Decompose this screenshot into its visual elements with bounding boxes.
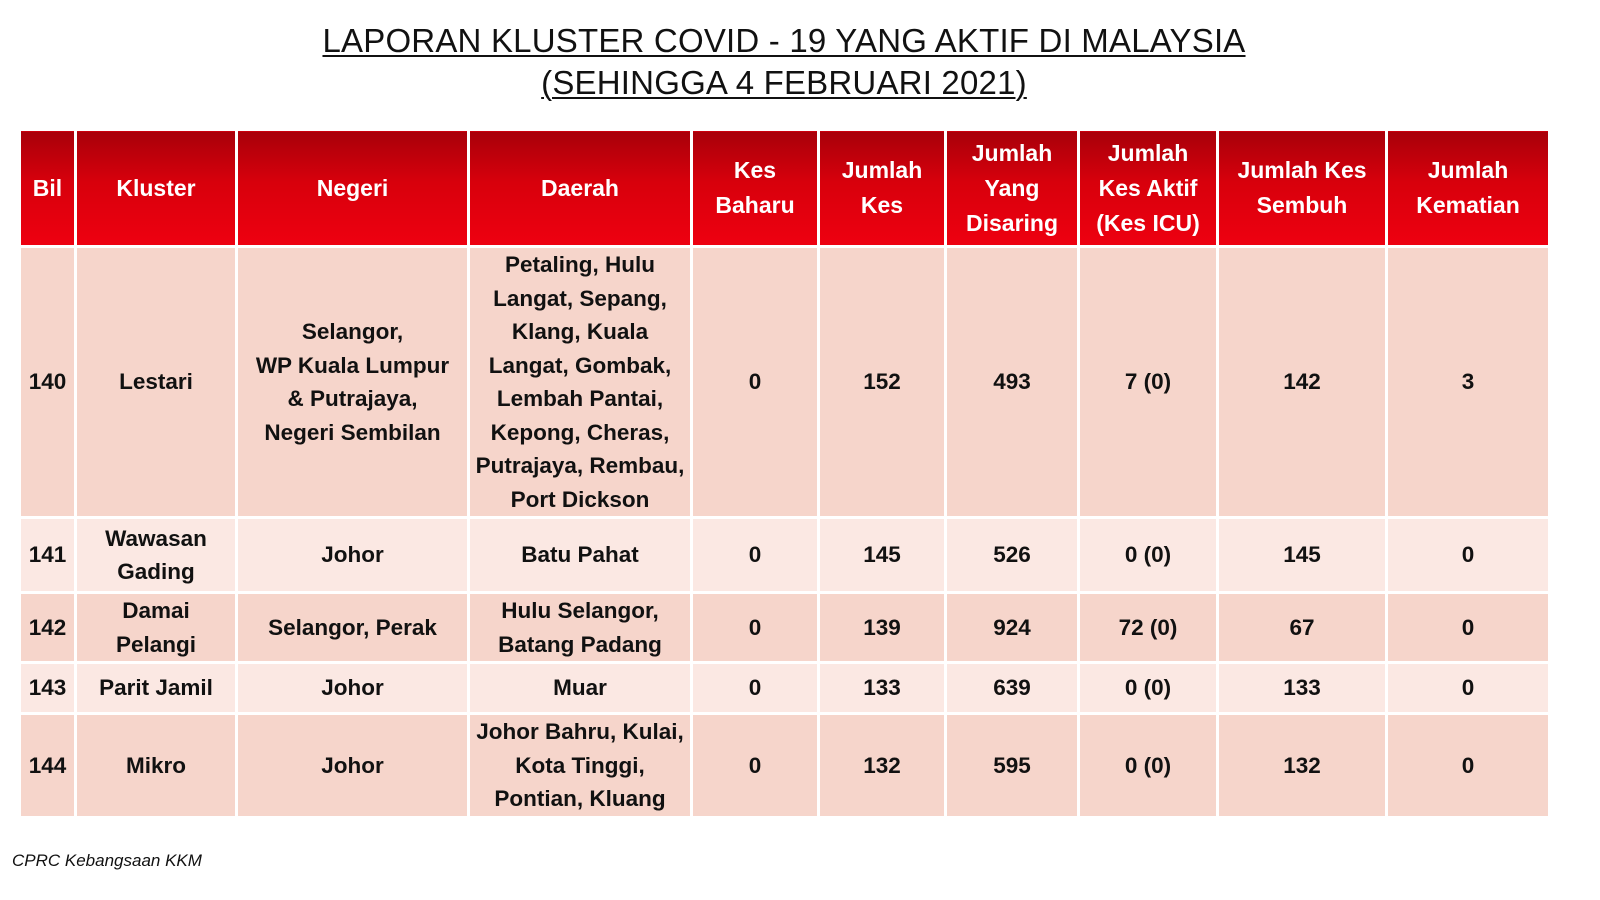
cell-kluster xyxy=(76,518,237,593)
cell-negeri xyxy=(237,593,469,663)
header-line: Kes xyxy=(733,157,777,183)
cell-jumlah-disaring: 526 xyxy=(946,518,1079,593)
cell-bil: 140 xyxy=(20,247,76,518)
cell-jumlah-kematian: 0 xyxy=(1387,518,1550,593)
cell-line: Johor xyxy=(321,752,384,778)
cell-kes-baharu: 0 xyxy=(692,714,819,818)
cell-bil: 143 xyxy=(20,663,76,714)
header-kes-baharu xyxy=(692,130,819,247)
header-jumlah-kes xyxy=(819,130,946,247)
cell-line: Muar xyxy=(553,675,607,701)
cell-bil: 144 xyxy=(20,714,76,818)
header-line: (Kes ICU) xyxy=(1096,209,1200,236)
cell-jumlah-kes-aktif: 0 (0) xyxy=(1079,518,1218,593)
cell-kluster xyxy=(76,714,237,818)
cell-jumlah-kes-aktif: 0 (0) xyxy=(1079,663,1218,714)
header-bil-label: Bil xyxy=(32,174,63,201)
cluster-table xyxy=(18,128,1551,819)
cell-line: WP Kuala Lumpur xyxy=(255,352,450,378)
cell-line: Johor Bahru, Kulai, xyxy=(476,719,684,744)
cell-line: Pelangi xyxy=(115,631,197,657)
source-note: CPRC Kebangsaan KKM xyxy=(12,851,202,870)
header-jumlah-disaring xyxy=(946,130,1079,247)
cell-line: Lembah Pantai, xyxy=(496,386,664,411)
cell-negeri xyxy=(237,247,469,518)
header-daerah xyxy=(469,130,692,247)
cell-kluster xyxy=(76,247,237,518)
header-jumlah-kes-aktif xyxy=(1079,130,1218,247)
table-row xyxy=(20,518,1550,593)
cell-line: Putrajaya, Rembau, xyxy=(475,453,685,478)
header-line: Kes Aktif xyxy=(1098,174,1198,201)
cell-bil: 141 xyxy=(20,518,76,593)
cell-jumlah-kes: 133 xyxy=(819,663,946,714)
table-row xyxy=(20,247,1550,518)
cell-jumlah-kematian: 0 xyxy=(1387,663,1550,714)
cell-jumlah-kematian: 0 xyxy=(1387,593,1550,663)
header-line: Jumlah xyxy=(841,157,923,183)
cell-jumlah-kematian: 0 xyxy=(1387,714,1550,818)
cell-line: Johor xyxy=(321,542,384,568)
cell-line: Batu Pahat xyxy=(521,542,639,568)
header-line: Yang xyxy=(984,174,1040,201)
cell-jumlah-kes-sembuh: 133 xyxy=(1218,663,1387,714)
table-row xyxy=(20,714,1550,818)
header-line: Jumlah Kes xyxy=(1237,157,1367,183)
header-line: Disaring xyxy=(965,209,1059,236)
cell-kes-baharu: 0 xyxy=(692,593,819,663)
cell-line: Hulu Selangor, xyxy=(501,598,659,623)
header-line: Baharu xyxy=(715,192,795,218)
header-line: Jumlah xyxy=(1107,139,1189,166)
cell-line: Kepong, Cheras, xyxy=(490,419,670,445)
cell-kes-baharu: 0 xyxy=(692,663,819,714)
cell-line: Langat, Sepang, xyxy=(493,285,667,311)
cell-line: Damai xyxy=(122,598,190,623)
header-negeri xyxy=(237,130,469,247)
cell-daerah xyxy=(469,518,692,593)
cell-line: Port Dickson xyxy=(510,486,650,512)
header-line: Kematian xyxy=(1416,192,1520,218)
cell-bil: 142 xyxy=(20,593,76,663)
cell-jumlah-kes-aktif: 0 (0) xyxy=(1079,714,1218,818)
table-row xyxy=(20,663,1550,714)
cell-jumlah-kematian: 3 xyxy=(1387,247,1550,518)
cell-line: & Putrajaya, xyxy=(287,386,418,411)
cell-jumlah-disaring: 639 xyxy=(946,663,1079,714)
cell-jumlah-kes: 145 xyxy=(819,518,946,593)
cell-jumlah-disaring: 924 xyxy=(946,593,1079,663)
table-row xyxy=(20,593,1550,663)
cell-line: Batang Padang xyxy=(498,631,662,657)
header-line: Sembuh xyxy=(1256,192,1348,218)
cell-line: Klang, Kuala xyxy=(511,319,649,344)
report-title xyxy=(0,20,1568,104)
cell-jumlah-kes-aktif: 7 (0) xyxy=(1079,247,1218,518)
header-jumlah-kes-sembuh xyxy=(1218,130,1387,247)
header-kluster xyxy=(76,130,237,247)
header-line: Jumlah xyxy=(971,139,1053,166)
cell-line: Lestari xyxy=(119,369,193,395)
cell-line: Johor xyxy=(321,675,384,701)
cell-jumlah-kes: 132 xyxy=(819,714,946,818)
cell-line: Langat, Gombak, xyxy=(488,352,672,378)
cell-kes-baharu: 0 xyxy=(692,247,819,518)
table-header-row xyxy=(20,130,1550,247)
cell-jumlah-kes-sembuh: 132 xyxy=(1218,714,1387,818)
cell-jumlah-kes-sembuh: 67 xyxy=(1218,593,1387,663)
cell-daerah xyxy=(469,593,692,663)
cell-daerah xyxy=(469,247,692,518)
cell-daerah xyxy=(469,663,692,714)
cell-line: Pontian, Kluang xyxy=(494,786,666,811)
cell-jumlah-kes-sembuh: 142 xyxy=(1218,247,1387,518)
cell-line: Mikro xyxy=(125,752,186,778)
cell-line: Selangor, xyxy=(301,319,404,344)
cell-line: Kota Tinggi, xyxy=(515,752,645,778)
cell-line: Negeri Sembilan xyxy=(264,419,441,445)
cell-kluster xyxy=(76,593,237,663)
header-line: Jumlah xyxy=(1427,157,1509,183)
cell-line: Gading xyxy=(117,559,195,584)
header-kluster-label: Kluster xyxy=(116,174,196,201)
cell-negeri xyxy=(237,714,469,818)
cell-negeri xyxy=(237,518,469,593)
report-title-line2: (SEHINGGA 4 FEBRUARI 2021) xyxy=(541,64,1027,101)
cell-jumlah-disaring: 595 xyxy=(946,714,1079,818)
header-negeri-label: Negeri xyxy=(316,174,389,201)
header-bil xyxy=(20,130,76,247)
cell-jumlah-kes-sembuh: 145 xyxy=(1218,518,1387,593)
cell-daerah xyxy=(469,714,692,818)
cell-jumlah-kes: 152 xyxy=(819,247,946,518)
cell-line: Selangor, Perak xyxy=(268,614,437,640)
header-line: Kes xyxy=(860,192,904,218)
cell-line: Wawasan xyxy=(105,525,207,551)
cell-jumlah-kes-aktif: 72 (0) xyxy=(1079,593,1218,663)
cell-jumlah-kes: 139 xyxy=(819,593,946,663)
cell-kes-baharu: 0 xyxy=(692,518,819,593)
report-title-line1: LAPORAN KLUSTER COVID - 19 YANG AKTIF DI MALAYSIA xyxy=(322,22,1246,59)
cell-line: Petaling, Hulu xyxy=(504,252,655,277)
cell-line: Parit Jamil xyxy=(99,675,213,701)
cell-kluster xyxy=(76,663,237,714)
header-daerah-label: Daerah xyxy=(541,174,619,201)
cell-jumlah-disaring: 493 xyxy=(946,247,1079,518)
header-jumlah-kematian xyxy=(1387,130,1550,247)
cell-negeri xyxy=(237,663,469,714)
